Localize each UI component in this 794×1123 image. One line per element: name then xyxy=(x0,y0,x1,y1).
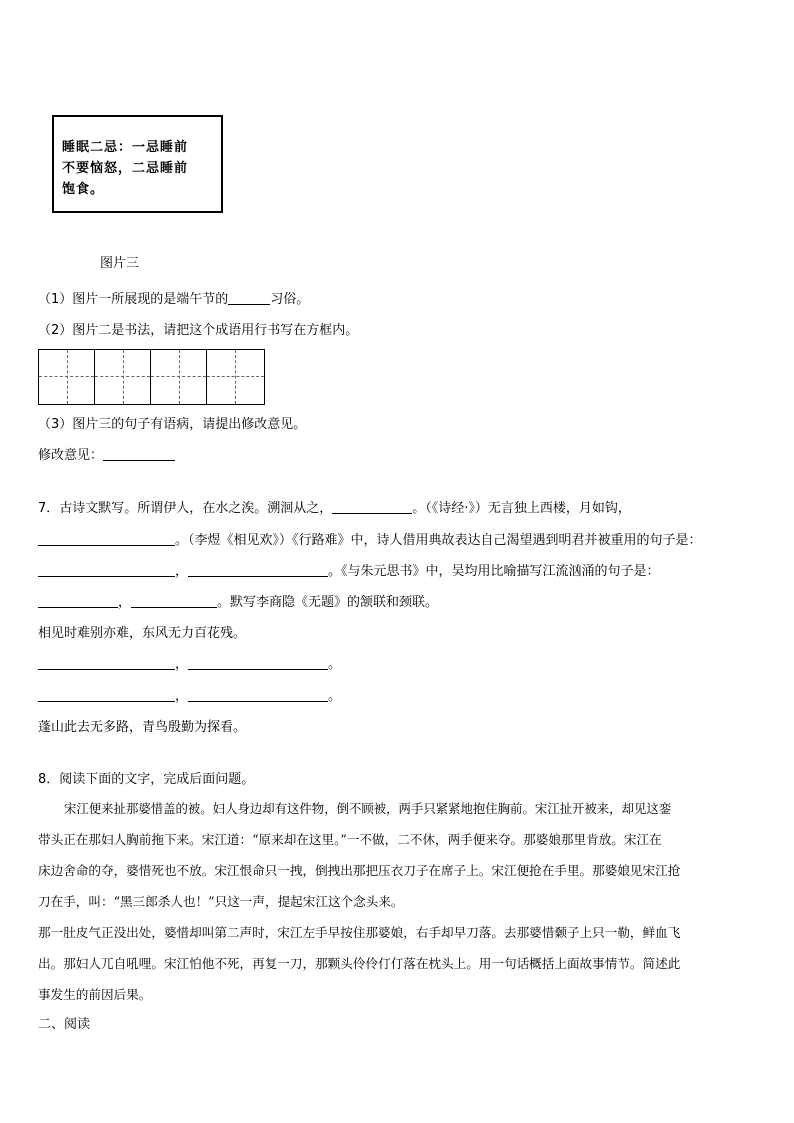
revise-label: 修改意见： xyxy=(38,448,104,463)
q7-text: 。（李煜《相见欢》）《行路难》中，诗人借用典故表达自己渴望遇到明君并被重用的句子是： xyxy=(175,533,702,548)
grid-cell[interactable] xyxy=(39,350,95,404)
q7-text: ， xyxy=(175,657,189,672)
q8-title: 8．阅读下面的文字，完成后面问题。 xyxy=(38,772,255,787)
q7-text: 7．古诗文默写。所谓伊人，在水之涘。溯洄从之， xyxy=(38,501,333,516)
q7-line8: 蓬山此去无多路，青鸟殷勤为探看。 xyxy=(38,720,247,735)
answer-blank[interactable] xyxy=(38,564,175,577)
q7-line5: 相见时难别亦难，东风无力百花残。 xyxy=(38,626,247,641)
q7-text: ， xyxy=(118,595,132,610)
answer-blank[interactable] xyxy=(38,595,118,608)
picture3-caption: 图片三 xyxy=(100,256,140,271)
q6-item3: （3）图片三的句子有语病，请提出修改意见。 xyxy=(38,417,307,432)
q7-line2 xyxy=(38,533,702,549)
q7-text: 。《与朱元思书》中，吴均用比喻描写江流汹涌的句子是： xyxy=(328,564,660,579)
grid-cell[interactable] xyxy=(207,350,264,404)
q7-line4 xyxy=(38,595,438,611)
passage-line: 床边舍命的夺，婆惜死也不放。宋江恨命只一拽，倒拽出那把压衣刀子在席子上。宋江便抢在手里。那婆娘见宋江抢 xyxy=(38,863,681,878)
answer-blank[interactable] xyxy=(188,564,328,577)
q7-text: ， xyxy=(175,689,189,704)
q7-line3 xyxy=(38,564,660,580)
picture3-box xyxy=(52,115,223,213)
q6-revise xyxy=(38,448,175,464)
q6-item1-tail: 习俗。 xyxy=(270,292,310,307)
q6-item2: （2）图片二是书法，请把这个成语用行书写在方框内。 xyxy=(38,323,359,338)
answer-blank[interactable] xyxy=(332,501,412,514)
grid-cell[interactable] xyxy=(95,350,151,404)
answer-blank[interactable] xyxy=(131,595,217,608)
picture3-line: 睡眠二忌：一忌睡前 xyxy=(62,140,189,155)
answer-blank[interactable] xyxy=(103,448,175,461)
picture3-text xyxy=(62,137,188,200)
q7-text: 。 xyxy=(328,657,342,672)
q6-item1-text: （1）图片一所展现的是端午节的 xyxy=(38,292,229,307)
q7-line1 xyxy=(38,501,631,517)
passage-line: 出。那妇人兀自吼哩。宋江怕他不死，再复一刀，那颗头伶伶仃仃落在枕头上。用一句话概括上面故事情节。简述此 xyxy=(38,956,681,971)
answer-blank[interactable] xyxy=(228,292,270,305)
section-heading: 二、阅读 xyxy=(38,1017,91,1032)
q7-text: 。 xyxy=(328,689,342,704)
answer-blank[interactable] xyxy=(38,533,175,546)
answer-blank[interactable] xyxy=(188,689,328,702)
answer-blank[interactable] xyxy=(188,657,328,670)
writing-grid[interactable] xyxy=(38,349,265,405)
passage-line: 事发生的前因后果。 xyxy=(38,987,152,1002)
q7-text: ， xyxy=(175,564,189,579)
q7-line7 xyxy=(38,689,341,705)
passage-line: 刀在手，叫：“黑三郎杀人也！”只这一声，提起宋江这个念头来。 xyxy=(38,894,404,909)
picture3-line: 不要恼怒，二忌睡前 xyxy=(62,161,189,176)
answer-blank[interactable] xyxy=(38,689,175,702)
grid-cell[interactable] xyxy=(151,350,207,404)
answer-blank[interactable] xyxy=(38,657,175,670)
passage-line: 带头正在那妇人胸前拖下来。宋江道：“原来却在这里。”一不做，二不休，两手便来夺。那婆娘那里肯放。宋江在 xyxy=(38,832,662,847)
q6-item1 xyxy=(38,292,309,308)
passage-line: 那一肚皮气正没出处，婆惜却叫第二声时，宋江左手早按住那婆娘，右手却早刀落。去那婆惜颡子上只一勒，鲜血飞 xyxy=(38,925,681,940)
passage-line: 宋江便来扯那婆惜盖的被。妇人身边却有这件物，倒不顾被，两手只紧紧地抱住胸前。宋江扯开被来，却见这銮 xyxy=(64,801,672,816)
picture3-line: 饱食。 xyxy=(62,182,105,197)
q7-line6 xyxy=(38,657,341,673)
q7-text: 。默写李商隐《无题》的颔联和颈联。 xyxy=(217,595,439,610)
q7-text: 。（《诗经·》）无言独上西楼，月如钩， xyxy=(412,501,631,516)
